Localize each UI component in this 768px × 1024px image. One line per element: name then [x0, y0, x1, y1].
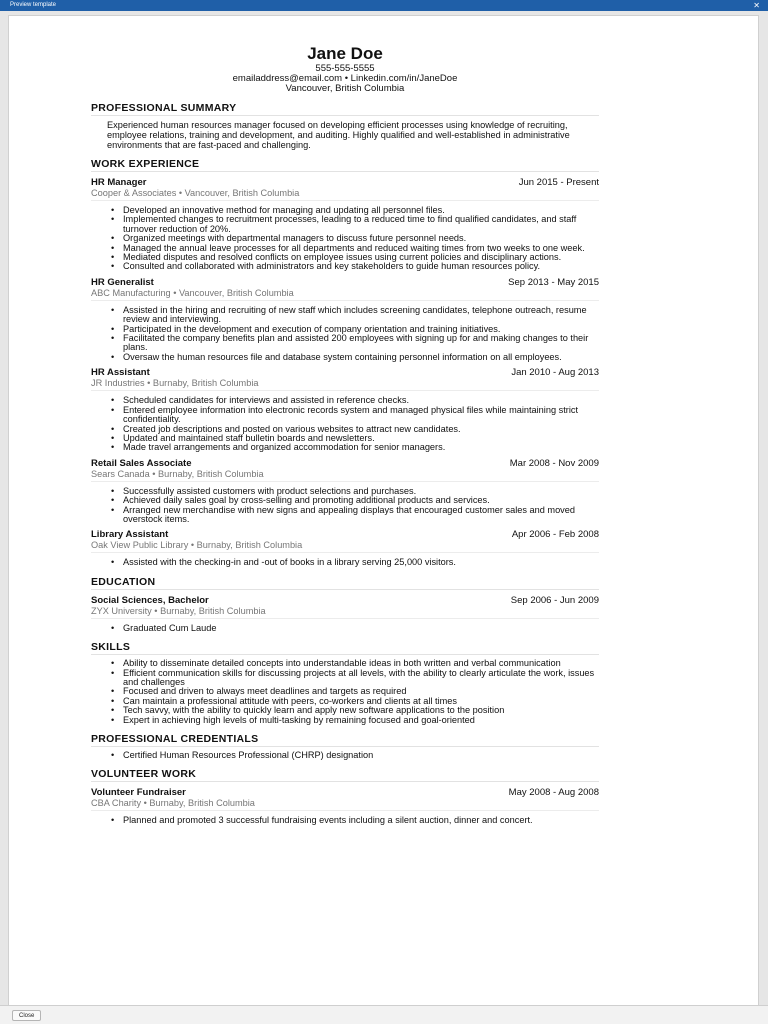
resume-page [8, 15, 759, 1009]
bullet-item: • Can maintain a professional attitude with peers, co-workers and clients at all times [111, 697, 599, 706]
entry-header [91, 368, 599, 378]
entry-bullets [111, 558, 599, 567]
work-experience-list [91, 178, 599, 568]
window-titlebar [0, 0, 768, 11]
entry-employer-location: Sears Canada • Burnaby, British Columbia [91, 469, 599, 482]
education-list [91, 596, 599, 633]
entry [91, 596, 599, 633]
bullet-item: • Graduated Cum Laude [111, 624, 599, 633]
entry-header [91, 596, 599, 606]
bullet-item: • Participated in the development and execution of company orientation and training initiatives. [111, 325, 599, 334]
entry-bullets [111, 624, 599, 633]
section-title-volunteer: VOLUNTEER WORK [91, 768, 599, 782]
bullet-item: • Managed the annual leave processes for all departments and reduced waiting times from two weeks to one week. [111, 244, 599, 253]
entry [91, 530, 599, 567]
entry [91, 788, 599, 825]
entry-bullets [111, 816, 599, 825]
bullet-item: • Oversaw the human resources file and database system containing personnel information on all employees. [111, 353, 599, 362]
entry [91, 368, 599, 452]
entry-title: Retail Sales Associate [91, 457, 192, 469]
entry-dates: Mar 2008 - Nov 2009 [509, 457, 599, 469]
dialog-footer [0, 1005, 768, 1024]
resume-location: Vancouver, British Columbia [285, 83, 405, 94]
bullet-item: • Efficient communication skills for discussing projects at all levels, with the ability to clearly articulate the work, issues and challenges [111, 669, 599, 688]
section-title-work: WORK EXPERIENCE [91, 158, 599, 172]
volunteer-list [91, 788, 599, 825]
entry [91, 459, 599, 525]
bullet-item: • Implemented changes to recruitment processes, leading to a reduced time to find qualified candidates, and staff turnover reduction of 20%. [111, 215, 599, 234]
entry-dates: Apr 2006 - Feb 2008 [511, 529, 599, 541]
close-button[interactable]: Close [12, 1010, 41, 1021]
entry-employer-location: ZYX University • Burnaby, British Columbia [91, 606, 599, 619]
entry-title: Volunteer Fundraiser [91, 787, 186, 799]
entry-title: HR Assistant [91, 367, 150, 379]
bullet-item: • Scheduled candidates for interviews and assisted in reference checks. [111, 396, 599, 405]
entry-employer-location: ABC Manufacturing • Vancouver, British Columbia [91, 288, 599, 301]
entry-header [91, 459, 599, 469]
entry-bullets [111, 487, 599, 525]
preview-area [0, 11, 768, 1005]
entry [91, 278, 599, 362]
bullet-item: • Organized meetings with departmental managers to discuss future personnel needs. [111, 234, 599, 243]
resume-email-linkedin: emailaddress@email.com • Linkedin.com/in/JaneDoe [232, 73, 458, 84]
close-icon[interactable]: ✕ [753, 1, 760, 10]
section-title-credentials: PROFESSIONAL CREDENTIALS [91, 733, 599, 747]
entry-employer-location: Cooper & Associates • Vancouver, British Columbia [91, 188, 599, 201]
bullet-item: • Achieved daily sales goal by cross-selling and promoting additional products and services. [111, 496, 599, 505]
bullet-item: • Focused and driven to always meet deadlines and targets as required [111, 687, 599, 696]
entry-dates: Jan 2010 - Aug 2013 [511, 367, 599, 379]
entry-bullets [111, 206, 599, 272]
skills-list [111, 659, 599, 725]
entry-dates: Sep 2013 - May 2015 [508, 276, 599, 288]
bullet-item: • Mediated disputes and resolved conflicts on employee issues using current policies and disciplinary actions. [111, 253, 599, 262]
entry-title: HR Generalist [91, 276, 154, 288]
bullet-item: • Tech savvy, with the ability to quickly learn and apply new software applications to the position [111, 706, 599, 715]
resume-name: Jane Doe [307, 44, 383, 63]
credentials-list [111, 751, 599, 760]
bullet-item: • Created job descriptions and posted on various websites to attract new candidates. [111, 425, 599, 434]
section-title-education: EDUCATION [91, 576, 599, 590]
bullet-item: • Made travel arrangements and organized accommodation for senior managers. [111, 443, 599, 452]
entry-title: HR Manager [91, 177, 147, 188]
resume-phone: 555-555-5555 [315, 63, 375, 74]
entry-employer-location: CBA Charity • Burnaby, British Columbia [91, 798, 599, 811]
bullet-item: • Entered employee information into electronic records system and managed physical files while maintaining strict confidentiality. [111, 406, 599, 425]
entry-title: Social Sciences, Bachelor [91, 594, 209, 606]
entry-header [91, 278, 599, 288]
bullet-item: • Ability to disseminate detailed concepts into understandable ideas in both written and verbal communication [111, 659, 599, 668]
entry-header [91, 178, 599, 188]
bullet-item: • Certified Human Resources Professional (CHRP) designation [111, 751, 599, 760]
bullet-item: • Successfully assisted customers with product selections and purchases. [111, 487, 599, 496]
entry [91, 178, 599, 272]
resume-document [91, 44, 599, 831]
window-title: Preview template [10, 2, 57, 8]
bullet-item: • Assisted in the hiring and recruiting of new staff which includes screening candidates, telephone outreach, resume review and interviewing. [111, 306, 599, 325]
summary-text: Experienced human resources manager focused on developing efficient processes using knowledge of recruiting, employee relations, training and development, and auditing. Highly qualified and well-established in administrative environments that are fast-paced and challenging. [107, 120, 570, 150]
entry-title: Library Assistant [91, 529, 169, 541]
bullet-item: • Developed an innovative method for managing and updating all personnel files. [111, 206, 599, 215]
bullet-item: • Arranged new merchandise with new signs and appealing displays that encouraged customer sales and moved overstock items. [111, 506, 599, 525]
entry-bullets [111, 306, 599, 362]
section-title-summary: PROFESSIONAL SUMMARY [91, 102, 599, 116]
bullet-item: • Facilitated the company benefits plan and assisted 200 employees with signing up for and making changes to their plans. [111, 334, 599, 353]
bullet-item: • Planned and promoted 3 successful fundraising events including a silent auction, dinner and concert. [111, 816, 599, 825]
entry-header [91, 530, 599, 540]
entry-bullets [111, 396, 599, 452]
entry-dates: Sep 2006 - Jun 2009 [510, 594, 599, 606]
entry-employer-location: JR Industries • Burnaby, British Columbia [91, 378, 599, 391]
section-title-skills: SKILLS [91, 641, 599, 655]
entry-dates: May 2008 - Aug 2008 [508, 787, 599, 799]
bullet-item: • Consulted and collaborated with administrators and key stakeholders to guide human resources policy. [111, 262, 599, 271]
entry-header [91, 788, 599, 798]
bullet-item: • Expert in achieving high levels of multi-tasking by remaining focused and goal-oriented [111, 716, 599, 725]
bullet-item: • Updated and maintained staff bulletin boards and newsletters. [111, 434, 599, 443]
bullet-item: • Assisted with the checking-in and -out of books in a library serving 25,000 visitors. [111, 558, 599, 567]
entry-employer-location: Oak View Public Library • Burnaby, British Columbia [91, 540, 599, 553]
entry-dates: Jun 2015 - Present [518, 177, 599, 188]
